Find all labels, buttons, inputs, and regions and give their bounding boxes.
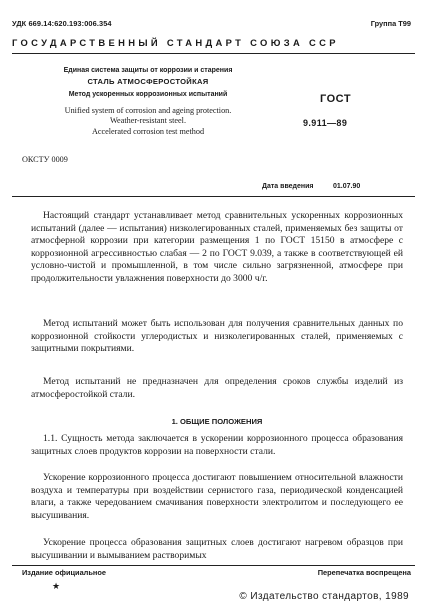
intro-date-value: 01.07.90 [333,183,361,190]
paragraph [31,210,403,286]
standard-header: ГОСУДАРСТВЕННЫЙ СТАНДАРТ СОЮЗА ССР [12,37,339,48]
paragraph-text: Ускорение коррозионного процесса достигают повышением относительной влажности воздуха и температуры при воздействии сернистого газа, периодической конденсацией влаги, а также чередованием смачивания поверхности электролитом и последующего ее высушивания. [31,472,403,521]
paragraph-text: 1.1. Сущность метода заключается в ускорении коррозионного процесса образования защитных слоев продуктов коррозии на поверхности стали. [31,433,403,457]
intro-date-label: Дата введения [262,183,314,190]
paragraph [31,376,403,401]
title-block [14,67,314,137]
paragraph-text: Настоящий стандарт устанавливает метод сравнительных ускоренных коррозионных испытаний (далее — испытания) низколегированных сталей, применяемых без защиты от атмосферной коррозии при категории размещения 1 по ГОСТ 15150 в атмосфере с коррозионной агрессивностью слабая — 2 по ГОСТ 9.039, а также в соответствующей ей условно-чистой и промышленной, в том числе сильно загрязненной, атмосфере при продолжительности увлажнения поверхности до 3000 ч/г. [31,210,403,284]
english-title-line: Accelerated corrosion test method [91,126,205,136]
english-title [14,106,282,137]
official-edition: Издание официальное [22,568,107,577]
section-title: 1. ОБЩИЕ ПОЛОЖЕНИЯ [171,417,263,426]
group-code: Группа Т99 [370,19,411,28]
paragraph [31,472,403,522]
main-title: СТАЛЬ АТМОСФЕРОСТОЙКАЯ [87,77,209,86]
paragraph [31,537,403,562]
udk-code: УДК 669.14:620.193:006.354 [12,19,112,28]
paragraph-text: Ускорение процесса образования защитных слоев достигают нагревом образцов при высушивании и вымыванием растворимых [31,537,403,561]
english-title-line: Weather-resistant steel. [109,116,186,126]
gost-number: 9.911—89 [303,118,348,128]
star-icon: ★ [52,581,61,591]
paragraph [31,318,403,356]
copyright: © Издательство стандартов, 1989 [239,591,409,602]
paragraph [31,433,403,458]
paragraph-text: Метод испытаний может быть использован для получения сравнительных данных по коррозионной стойкости углеродистых и низколегированных сталей, применяемых с защитными покрытиями. [31,318,403,355]
gost-label: ГОСТ [320,93,352,105]
english-title-line: Unified system of corrosion and ageing protection. [64,106,232,115]
sub-title: Метод ускоренных коррозионных испытаний [68,91,228,98]
top-divider [12,53,415,54]
paragraph-text: Метод испытаний не предназначен для определения сроков службы изделий из атмосферостойкой стали. [31,376,403,400]
okstu-code: ОКСТУ 0009 [22,155,68,164]
bottom-divider [12,565,415,566]
system-title: Единая система защиты от коррозии и старения [63,67,233,74]
reprint-prohibited: Перепечатка воспрещена [317,568,411,577]
middle-divider [12,196,415,197]
